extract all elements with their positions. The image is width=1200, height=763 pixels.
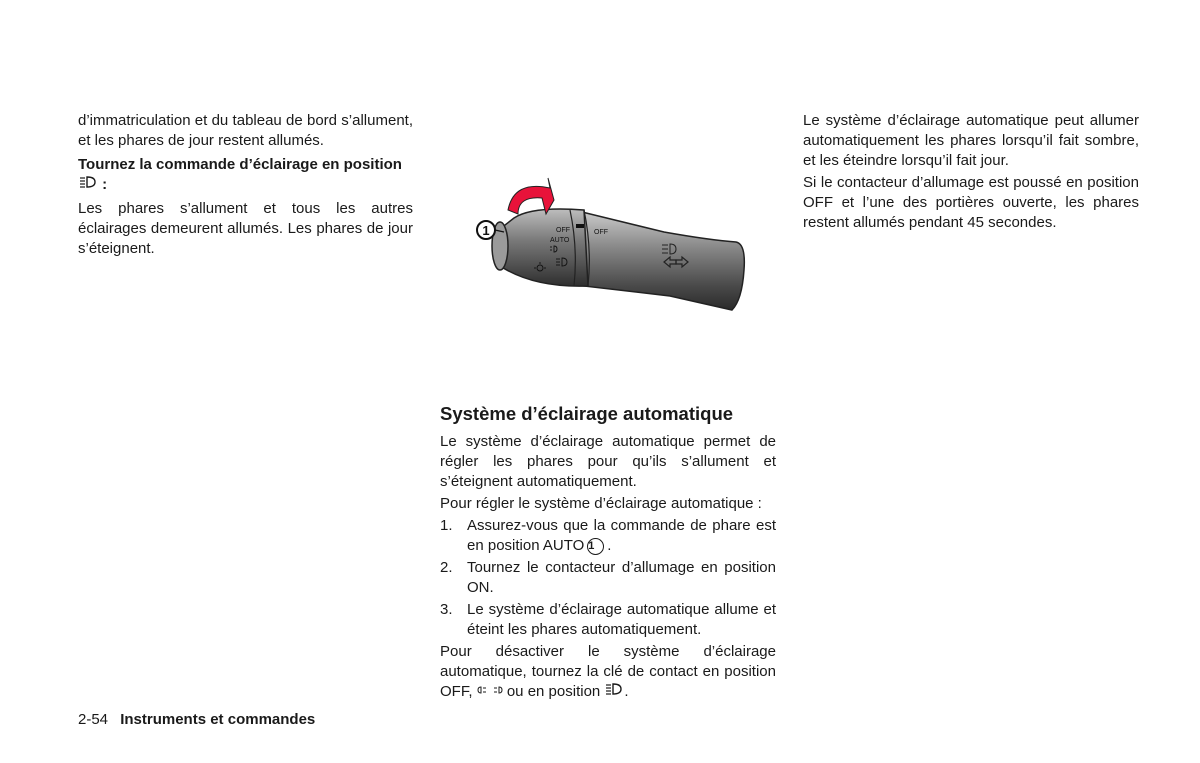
middle-paragraph-1: Le système d’éclairage automatique permet de régler les phares pour qu’ils s’allument et s’éteignent automatiquement.	[440, 433, 776, 490]
list-item: 2. Tournez le contacteur d’allumage en position ON.	[440, 559, 776, 596]
middle-paragraph-3: Pour désactiver le système d’éclairage automatique, tournez la clé de contact en position OFF, ou en position .	[440, 642, 776, 702]
parking-light-icon	[477, 682, 503, 702]
figure-label-auto: AUTO	[550, 237, 570, 244]
figure-callout-1: 1	[482, 223, 490, 238]
circled-number-icon: 1	[587, 538, 604, 555]
left-heading-text: Tournez la commande d’éclairage en position	[78, 156, 402, 173]
list-item: 1. Assurez-vous que la commande de phare est en position AUTO 1 .	[440, 517, 776, 554]
left-column	[78, 111, 413, 261]
list-item: 3. Le système d’éclairage automatique allume et éteint les phares automatiquement.	[440, 601, 776, 638]
figure-label-off: OFF	[556, 227, 570, 234]
headlight-icon	[604, 682, 624, 702]
left-heading-colon: :	[102, 176, 108, 193]
left-heading	[78, 155, 413, 195]
headlight-switch-illustration	[474, 170, 750, 315]
middle-column	[440, 402, 776, 704]
right-paragraph-2: Si le contacteur d’allumage est poussé en position OFF et l’une des portières ouverte, les phares restent allumés pendant 45 secondes.	[803, 174, 1139, 231]
footer-section-title: Instruments et commandes	[120, 711, 316, 728]
steps-list	[440, 516, 776, 640]
left-paragraph-1: d’immatriculation et du tableau de bord s’allument, et les phares de jour restent allumés.	[78, 112, 413, 149]
page-number: 2-54	[78, 711, 109, 728]
page-footer	[78, 710, 315, 730]
headlight-switch-figure	[474, 170, 750, 315]
section-title: Système d’éclairage automatique	[440, 403, 734, 424]
headlight-icon	[78, 175, 98, 195]
right-column	[803, 111, 1139, 235]
figure-label-off-stalk: OFF	[594, 229, 608, 236]
middle-paragraph-2: Pour régler le système d’éclairage automatique :	[440, 495, 762, 512]
right-paragraph-1: Le système d’éclairage automatique peut allumer automatiquement les phares lorsqu’il fait sombre, et les éteindre lorsqu’il fait jour.	[803, 112, 1139, 169]
left-paragraph-2: Les phares s’allument et tous les autres éclairages demeurent allumés. Les phares de jour s’éteignent.	[78, 200, 413, 258]
